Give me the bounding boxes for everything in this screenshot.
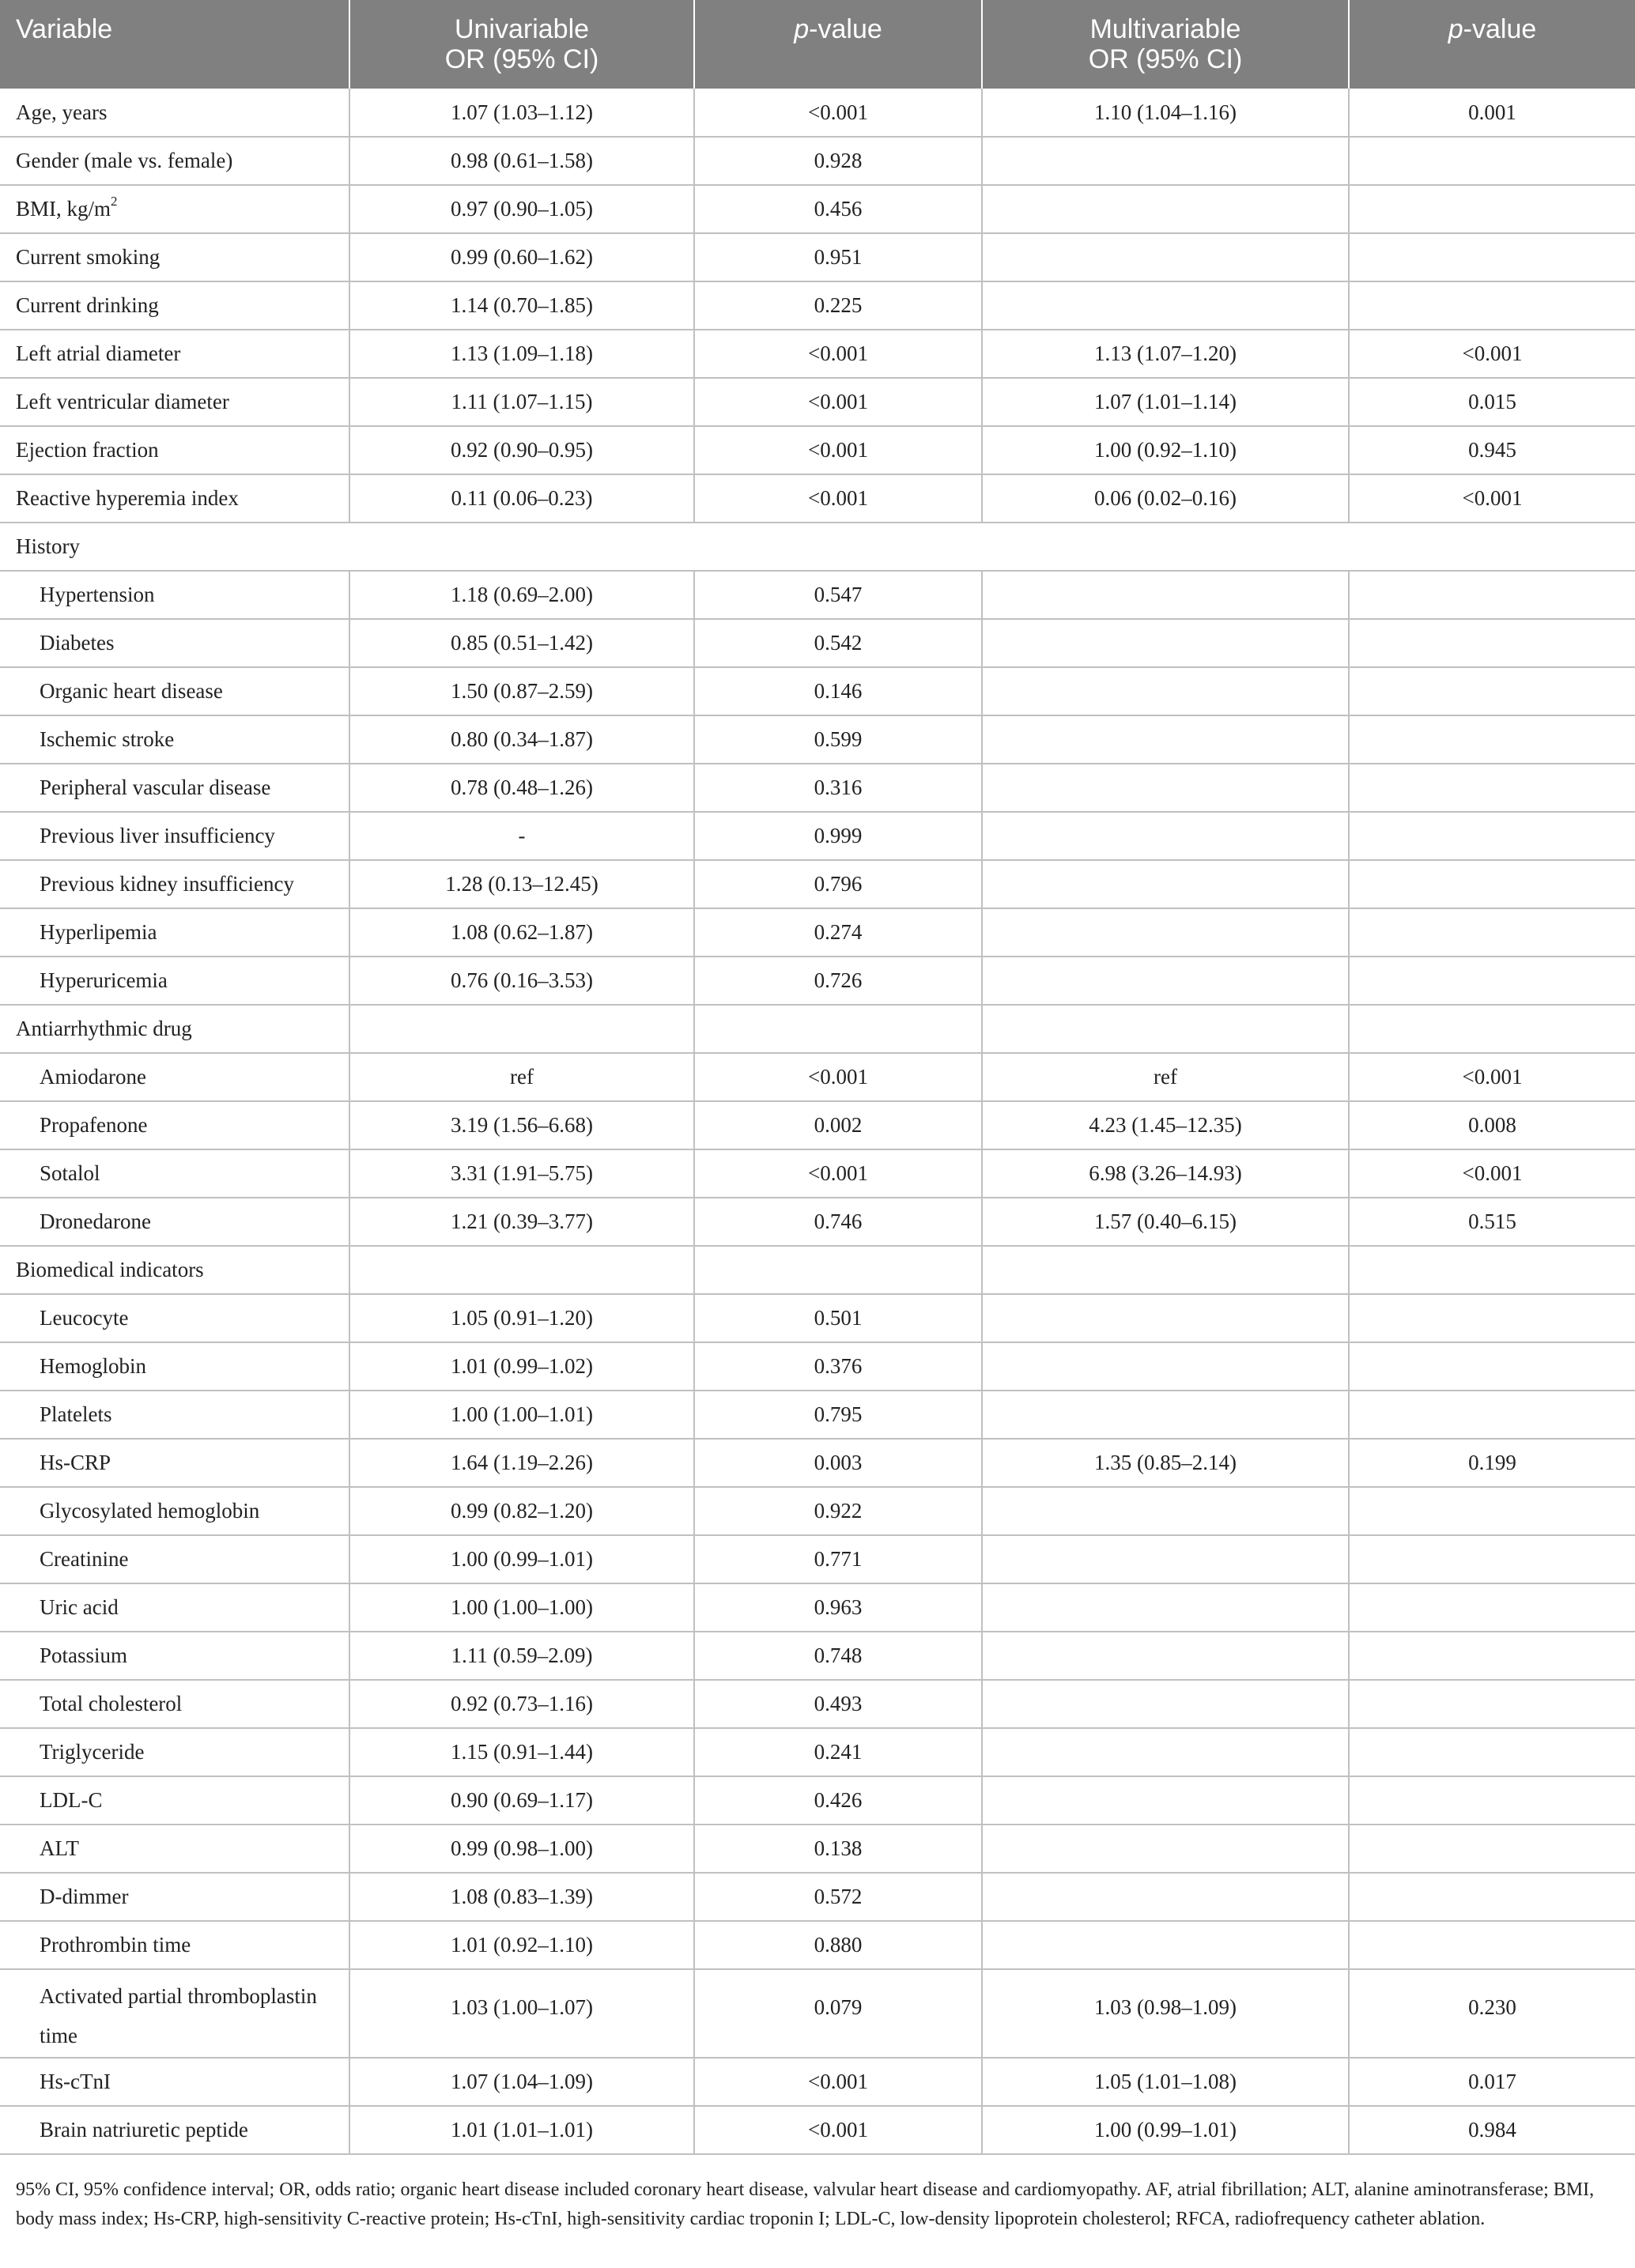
multivariable-or-cell: 1.03 (0.98–1.09) xyxy=(982,1969,1349,2058)
univariable-p-cell: <0.001 xyxy=(694,1149,982,1198)
multivariable-p-cell xyxy=(1349,1825,1635,1873)
multivariable-or-cell xyxy=(982,1294,1349,1342)
multivariable-or-cell: 1.05 (1.01–1.08) xyxy=(982,2058,1349,2106)
header-variable: Variable xyxy=(0,0,349,89)
univariable-or-cell: 3.19 (1.56–6.68) xyxy=(349,1101,694,1149)
multivariable-p-cell: <0.001 xyxy=(1349,330,1635,378)
multivariable-p-cell: 0.001 xyxy=(1349,89,1635,137)
table-row xyxy=(0,667,1635,715)
variable-cell: Previous kidney insufficiency xyxy=(0,860,349,908)
univariable-p-cell: 0.002 xyxy=(694,1101,982,1149)
variable-cell: Current smoking xyxy=(0,233,349,281)
multivariable-or-cell: 1.35 (0.85–2.14) xyxy=(982,1439,1349,1487)
multivariable-p-cell xyxy=(1349,1873,1635,1921)
multivariable-p-cell xyxy=(1349,1294,1635,1342)
multivariable-or-cell xyxy=(982,908,1349,957)
multivariable-p-cell: 0.945 xyxy=(1349,426,1635,474)
multivariable-p-cell xyxy=(1349,1535,1635,1583)
multivariable-p-cell: 0.515 xyxy=(1349,1198,1635,1246)
multivariable-or-cell xyxy=(982,619,1349,667)
multivariable-or-cell: 0.06 (0.02–0.16) xyxy=(982,474,1349,523)
univariable-or-cell: 1.50 (0.87–2.59) xyxy=(349,667,694,715)
multivariable-p-cell xyxy=(1349,667,1635,715)
univariable-or-cell: 1.00 (0.99–1.01) xyxy=(349,1535,694,1583)
univariable-p-cell: 0.501 xyxy=(694,1294,982,1342)
multivariable-p-cell xyxy=(1349,860,1635,908)
multivariable-p-cell xyxy=(1349,1728,1635,1776)
table-row xyxy=(0,1632,1635,1680)
variable-cell: Potassium xyxy=(0,1632,349,1680)
univariable-p-cell: <0.001 xyxy=(694,378,982,426)
multivariable-p-cell xyxy=(1349,1391,1635,1439)
univariable-p-cell: 0.003 xyxy=(694,1439,982,1487)
variable-cell: Hs-cTnI xyxy=(0,2058,349,2106)
univariable-or-cell: 1.14 (0.70–1.85) xyxy=(349,281,694,330)
table-row xyxy=(0,1969,1635,2058)
variable-cell: Prothrombin time xyxy=(0,1921,349,1969)
univariable-or-cell: 1.00 (1.00–1.01) xyxy=(349,1391,694,1439)
table-row xyxy=(0,908,1635,957)
table-row xyxy=(0,1198,1635,1246)
empty-cell xyxy=(349,1246,694,1294)
multivariable-p-cell: 0.230 xyxy=(1349,1969,1635,2058)
univariable-or-cell: 0.98 (0.61–1.58) xyxy=(349,137,694,185)
table-row xyxy=(0,1294,1635,1342)
table-row xyxy=(0,1776,1635,1825)
univariable-or-cell: 1.13 (1.09–1.18) xyxy=(349,330,694,378)
table-row xyxy=(0,1101,1635,1149)
univariable-or-cell: 1.21 (0.39–3.77) xyxy=(349,1198,694,1246)
multivariable-or-cell: 4.23 (1.45–12.35) xyxy=(982,1101,1349,1149)
variable-cell: Hyperlipemia xyxy=(0,908,349,957)
variable-cell: Diabetes xyxy=(0,619,349,667)
header-p-value-multivariable: p-value xyxy=(1349,0,1635,89)
variable-cell: Propafenone xyxy=(0,1101,349,1149)
multivariable-or-cell xyxy=(982,860,1349,908)
table-row xyxy=(0,812,1635,860)
multivariable-or-cell xyxy=(982,1728,1349,1776)
variable-cell: Age, years xyxy=(0,89,349,137)
univariable-p-cell: 0.547 xyxy=(694,571,982,619)
multivariable-p-cell xyxy=(1349,1921,1635,1969)
univariable-or-cell: 0.85 (0.51–1.42) xyxy=(349,619,694,667)
table-row xyxy=(0,1873,1635,1921)
univariable-p-cell: <0.001 xyxy=(694,2058,982,2106)
univariable-p-cell: 0.274 xyxy=(694,908,982,957)
variable-cell: Creatinine xyxy=(0,1535,349,1583)
section-heading: Antiarrhythmic drug xyxy=(0,1005,349,1053)
univariable-or-cell: 0.78 (0.48–1.26) xyxy=(349,764,694,812)
univariable-p-cell: 0.493 xyxy=(694,1680,982,1728)
variable-cell: Hyperuricemia xyxy=(0,957,349,1005)
section-heading: History xyxy=(0,523,1635,571)
univariable-or-cell: 1.64 (1.19–2.26) xyxy=(349,1439,694,1487)
multivariable-p-cell xyxy=(1349,619,1635,667)
table-row xyxy=(0,860,1635,908)
univariable-p-cell: <0.001 xyxy=(694,2106,982,2154)
table-row xyxy=(0,1149,1635,1198)
multivariable-or-cell: 1.57 (0.40–6.15) xyxy=(982,1198,1349,1246)
variable-cell: Glycosylated hemoglobin xyxy=(0,1487,349,1535)
table-row xyxy=(0,330,1635,378)
multivariable-or-cell: 1.07 (1.01–1.14) xyxy=(982,378,1349,426)
variable-label: BMI, kg/m xyxy=(16,197,111,221)
univariable-p-cell: <0.001 xyxy=(694,1053,982,1101)
univariable-p-cell: 0.572 xyxy=(694,1873,982,1921)
multivariable-p-cell xyxy=(1349,1583,1635,1632)
table-row xyxy=(0,571,1635,619)
table-row xyxy=(0,2058,1635,2106)
univariable-or-cell: 0.99 (0.60–1.62) xyxy=(349,233,694,281)
variable-cell: Uric acid xyxy=(0,1583,349,1632)
univariable-or-cell: 0.76 (0.16–3.53) xyxy=(349,957,694,1005)
multivariable-or-cell: 1.00 (0.99–1.01) xyxy=(982,2106,1349,2154)
table-row xyxy=(0,1535,1635,1583)
variable-cell: Peripheral vascular disease xyxy=(0,764,349,812)
multivariable-or-cell xyxy=(982,1873,1349,1921)
variable-cell: Gender (male vs. female) xyxy=(0,137,349,185)
variable-cell: D-dimmer xyxy=(0,1873,349,1921)
multivariable-or-cell xyxy=(982,137,1349,185)
multivariable-p-cell xyxy=(1349,281,1635,330)
univariable-or-cell: 0.80 (0.34–1.87) xyxy=(349,715,694,764)
multivariable-p-cell: <0.001 xyxy=(1349,474,1635,523)
univariable-p-cell: 0.726 xyxy=(694,957,982,1005)
variable-cell: Sotalol xyxy=(0,1149,349,1198)
univariable-or-cell: 0.92 (0.90–0.95) xyxy=(349,426,694,474)
multivariable-or-cell xyxy=(982,1921,1349,1969)
multivariable-p-cell: 0.008 xyxy=(1349,1101,1635,1149)
variable-cell: Left ventricular diameter xyxy=(0,378,349,426)
table-row xyxy=(0,281,1635,330)
univariable-p-cell: 0.796 xyxy=(694,860,982,908)
univariable-or-cell: 0.99 (0.82–1.20) xyxy=(349,1487,694,1535)
multivariable-or-cell xyxy=(982,1632,1349,1680)
univariable-p-cell: 0.599 xyxy=(694,715,982,764)
univariable-or-cell: 1.08 (0.62–1.87) xyxy=(349,908,694,957)
multivariable-or-cell: 1.00 (0.92–1.10) xyxy=(982,426,1349,474)
univariable-or-cell: ref xyxy=(349,1053,694,1101)
univariable-or-cell: 0.92 (0.73–1.16) xyxy=(349,1680,694,1728)
multivariable-p-cell: 0.199 xyxy=(1349,1439,1635,1487)
multivariable-or-cell xyxy=(982,281,1349,330)
multivariable-p-cell xyxy=(1349,715,1635,764)
multivariable-p-cell xyxy=(1349,571,1635,619)
univariable-or-cell: 0.99 (0.98–1.00) xyxy=(349,1825,694,1873)
multivariable-or-cell xyxy=(982,1680,1349,1728)
table-body xyxy=(0,89,1635,2154)
univariable-p-cell: 0.963 xyxy=(694,1583,982,1632)
multivariable-or-cell xyxy=(982,1391,1349,1439)
univariable-p-cell: 0.928 xyxy=(694,137,982,185)
header-multivariable: Multivariable OR (95% CI) xyxy=(982,0,1349,89)
table-row xyxy=(0,137,1635,185)
multivariable-or-cell xyxy=(982,715,1349,764)
multivariable-or-cell: 6.98 (3.26–14.93) xyxy=(982,1149,1349,1198)
univariable-or-cell: 1.00 (1.00–1.00) xyxy=(349,1583,694,1632)
variable-cell: Current drinking xyxy=(0,281,349,330)
variable-cell: Activated partial thromboplastin time xyxy=(0,1969,349,2058)
univariable-or-cell: 1.01 (0.92–1.10) xyxy=(349,1921,694,1969)
univariable-or-cell: 0.90 (0.69–1.17) xyxy=(349,1776,694,1825)
multivariable-or-cell xyxy=(982,764,1349,812)
multivariable-or-cell xyxy=(982,1776,1349,1825)
multivariable-p-cell xyxy=(1349,1342,1635,1391)
multivariable-p-cell xyxy=(1349,1776,1635,1825)
multivariable-or-cell xyxy=(982,1825,1349,1873)
multivariable-or-cell xyxy=(982,812,1349,860)
multivariable-or-cell xyxy=(982,1535,1349,1583)
table-row xyxy=(0,1342,1635,1391)
variable-cell: Left atrial diameter xyxy=(0,330,349,378)
univariable-p-cell: 0.138 xyxy=(694,1825,982,1873)
univariable-p-cell: 0.951 xyxy=(694,233,982,281)
table-row xyxy=(0,1728,1635,1776)
variable-cell: Hemoglobin xyxy=(0,1342,349,1391)
superscript: 2 xyxy=(111,194,118,209)
table-row xyxy=(0,1246,1635,1294)
univariable-p-cell: 0.456 xyxy=(694,185,982,233)
multivariable-p-cell xyxy=(1349,1680,1635,1728)
univariable-or-cell: 1.03 (1.00–1.07) xyxy=(349,1969,694,2058)
variable-cell: Platelets xyxy=(0,1391,349,1439)
univariable-p-cell: 0.542 xyxy=(694,619,982,667)
multivariable-or-cell: 1.13 (1.07–1.20) xyxy=(982,330,1349,378)
empty-cell xyxy=(694,1246,982,1294)
multivariable-or-cell xyxy=(982,1583,1349,1632)
empty-cell xyxy=(982,1246,1349,1294)
univariable-p-cell: 0.426 xyxy=(694,1776,982,1825)
multivariable-p-cell xyxy=(1349,1632,1635,1680)
univariable-or-cell: 0.97 (0.90–1.05) xyxy=(349,185,694,233)
univariable-p-cell: 0.748 xyxy=(694,1632,982,1680)
univariable-p-cell: 0.316 xyxy=(694,764,982,812)
univariable-p-cell: 0.922 xyxy=(694,1487,982,1535)
univariable-p-cell: 0.771 xyxy=(694,1535,982,1583)
empty-cell xyxy=(982,1005,1349,1053)
multivariable-or-cell: ref xyxy=(982,1053,1349,1101)
header-p-value-univariable: p-value xyxy=(694,0,982,89)
univariable-p-cell: 0.746 xyxy=(694,1198,982,1246)
variable-cell: LDL-C xyxy=(0,1776,349,1825)
variable-cell: Dronedarone xyxy=(0,1198,349,1246)
table-row xyxy=(0,1053,1635,1101)
univariable-p-cell: 0.376 xyxy=(694,1342,982,1391)
multivariable-p-cell xyxy=(1349,233,1635,281)
univariable-or-cell: 1.18 (0.69–2.00) xyxy=(349,571,694,619)
univariable-p-cell: <0.001 xyxy=(694,474,982,523)
empty-cell xyxy=(694,1005,982,1053)
empty-cell xyxy=(349,1005,694,1053)
univariable-or-cell: 1.01 (0.99–1.02) xyxy=(349,1342,694,1391)
table-row xyxy=(0,378,1635,426)
section-heading: Biomedical indicators xyxy=(0,1246,349,1294)
multivariable-p-cell xyxy=(1349,185,1635,233)
univariable-p-cell: 0.241 xyxy=(694,1728,982,1776)
multivariable-or-cell xyxy=(982,233,1349,281)
table-row xyxy=(0,1583,1635,1632)
multivariable-or-cell xyxy=(982,667,1349,715)
empty-cell xyxy=(1349,1246,1635,1294)
table-row xyxy=(0,426,1635,474)
table-row xyxy=(0,619,1635,667)
table-row xyxy=(0,89,1635,137)
multivariable-p-cell: <0.001 xyxy=(1349,1053,1635,1101)
variable-cell: Triglyceride xyxy=(0,1728,349,1776)
table-row xyxy=(0,233,1635,281)
variable-cell: Hypertension xyxy=(0,571,349,619)
multivariable-or-cell xyxy=(982,957,1349,1005)
variable-cell xyxy=(0,185,349,233)
univariable-p-cell: 0.225 xyxy=(694,281,982,330)
univariable-p-cell: 0.079 xyxy=(694,1969,982,2058)
table-footnote: 95% CI, 95% confidence interval; OR, odds ratio; organic heart disease included coronary heart disease, valvular heart disease and cardiomyopathy. AF, atrial fibrillation; ALT, alanine aminotransferase; BMI, body mass index; Hs-CRP, high-sensitivity C-reactive protein; Hs-cTnI, high-sensitivity cardiac troponin I; LDL-C, low-density lipoprotein cholesterol; RFCA, radiofrequency catheter ablation. xyxy=(16,2179,1595,2229)
table-row xyxy=(0,1005,1635,1053)
multivariable-or-cell: 1.10 (1.04–1.16) xyxy=(982,89,1349,137)
variable-cell: Hs-CRP xyxy=(0,1439,349,1487)
univariable-or-cell: 1.05 (0.91–1.20) xyxy=(349,1294,694,1342)
univariable-or-cell: 3.31 (1.91–5.75) xyxy=(349,1149,694,1198)
univariable-or-cell: 1.15 (0.91–1.44) xyxy=(349,1728,694,1776)
table-row xyxy=(0,1680,1635,1728)
univariable-p-cell: <0.001 xyxy=(694,89,982,137)
univariable-p-cell: <0.001 xyxy=(694,330,982,378)
multivariable-p-cell xyxy=(1349,764,1635,812)
table-row xyxy=(0,1921,1635,1969)
multivariable-p-cell xyxy=(1349,137,1635,185)
multivariable-p-cell xyxy=(1349,957,1635,1005)
variable-cell: Total cholesterol xyxy=(0,1680,349,1728)
multivariable-p-cell xyxy=(1349,1487,1635,1535)
table-row xyxy=(0,1439,1635,1487)
variable-cell: Amiodarone xyxy=(0,1053,349,1101)
multivariable-or-cell xyxy=(982,571,1349,619)
univariable-or-cell: 1.11 (0.59–2.09) xyxy=(349,1632,694,1680)
variable-cell: Brain natriuretic peptide xyxy=(0,2106,349,2154)
header-univariable: Univariable OR (95% CI) xyxy=(349,0,694,89)
univariable-p-cell: 0.880 xyxy=(694,1921,982,1969)
variable-cell: Organic heart disease xyxy=(0,667,349,715)
multivariable-p-cell: 0.984 xyxy=(1349,2106,1635,2154)
table-row xyxy=(0,957,1635,1005)
univariable-or-cell: 1.28 (0.13–12.45) xyxy=(349,860,694,908)
multivariable-p-cell: 0.015 xyxy=(1349,378,1635,426)
variable-cell: Previous liver insufficiency xyxy=(0,812,349,860)
table-header xyxy=(0,0,1635,89)
variable-cell: Ejection fraction xyxy=(0,426,349,474)
univariable-or-cell: 1.01 (1.01–1.01) xyxy=(349,2106,694,2154)
empty-cell xyxy=(1349,1005,1635,1053)
univariable-or-cell: 1.11 (1.07–1.15) xyxy=(349,378,694,426)
table-row xyxy=(0,715,1635,764)
table-row xyxy=(0,2106,1635,2154)
univariable-or-cell: - xyxy=(349,812,694,860)
variable-cell: ALT xyxy=(0,1825,349,1873)
multivariable-p-cell xyxy=(1349,908,1635,957)
table-row xyxy=(0,474,1635,523)
table-row xyxy=(0,764,1635,812)
univariable-or-cell: 0.11 (0.06–0.23) xyxy=(349,474,694,523)
univariable-p-cell: 0.795 xyxy=(694,1391,982,1439)
univariable-p-cell: <0.001 xyxy=(694,426,982,474)
variable-cell: Leucocyte xyxy=(0,1294,349,1342)
variable-cell: Reactive hyperemia index xyxy=(0,474,349,523)
univariable-p-cell: 0.999 xyxy=(694,812,982,860)
multivariable-p-cell: <0.001 xyxy=(1349,1149,1635,1198)
multivariable-or-cell xyxy=(982,1342,1349,1391)
table-row xyxy=(0,523,1635,571)
variable-cell: Ischemic stroke xyxy=(0,715,349,764)
univariable-or-cell: 1.08 (0.83–1.39) xyxy=(349,1873,694,1921)
table-row xyxy=(0,1825,1635,1873)
multivariable-or-cell xyxy=(982,1487,1349,1535)
multivariable-or-cell xyxy=(982,185,1349,233)
table-row xyxy=(0,1391,1635,1439)
univariable-p-cell: 0.146 xyxy=(694,667,982,715)
table-row xyxy=(0,1487,1635,1535)
table-row xyxy=(0,185,1635,233)
multivariable-p-cell: 0.017 xyxy=(1349,2058,1635,2106)
univariable-or-cell: 1.07 (1.04–1.09) xyxy=(349,2058,694,2106)
multivariable-p-cell xyxy=(1349,812,1635,860)
univariable-or-cell: 1.07 (1.03–1.12) xyxy=(349,89,694,137)
